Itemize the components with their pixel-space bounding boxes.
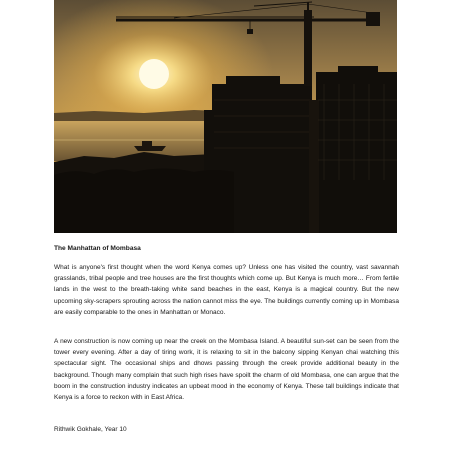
article-paragraph-1: What is anyone's first thought when the word Kenya comes up? Unless one has visited the country, vast savannah grasslands, tribal people and tree houses are the first thoughts which come up. But Kenya is much more… From fertile lands in the west to the breath-taking white sand beaches in the east, Kenya is a magical country. But the new upcoming sky-scrapers sprouting across the nation cannot miss the eye. The buildings currently coming up in Mombasa are easily comparable to the ones in Manhattan or Monaco. [54,264,399,316]
article-title: The Manhattan of Mombasa [54,245,141,252]
boat [134,146,166,151]
article-photo [54,0,397,233]
article-paragraph-2: A new construction is now coming up near the creek on the Mombasa Island. A beautiful sun-set can be seen from the tower every evening. After a day of tiring work, it is relaxing to sit in the balcony sipping Kenyan chai watching this spectacular sight. The occasional ships and dhows passing through the creek provide additional beauty in the background. Though many complain that such high rises have spoilt the charm of old Mombasa, one can argue that the boom in the construction industry indicates an upbeat mood in the economy of Kenya. These tall buildings indicate that Kenya is a force to reckon with in East Africa. [54,338,399,402]
article-author: Rithwik Gokhale, Year 10 [54,426,127,433]
sunset-construction-image [54,0,397,233]
sun [139,59,169,89]
